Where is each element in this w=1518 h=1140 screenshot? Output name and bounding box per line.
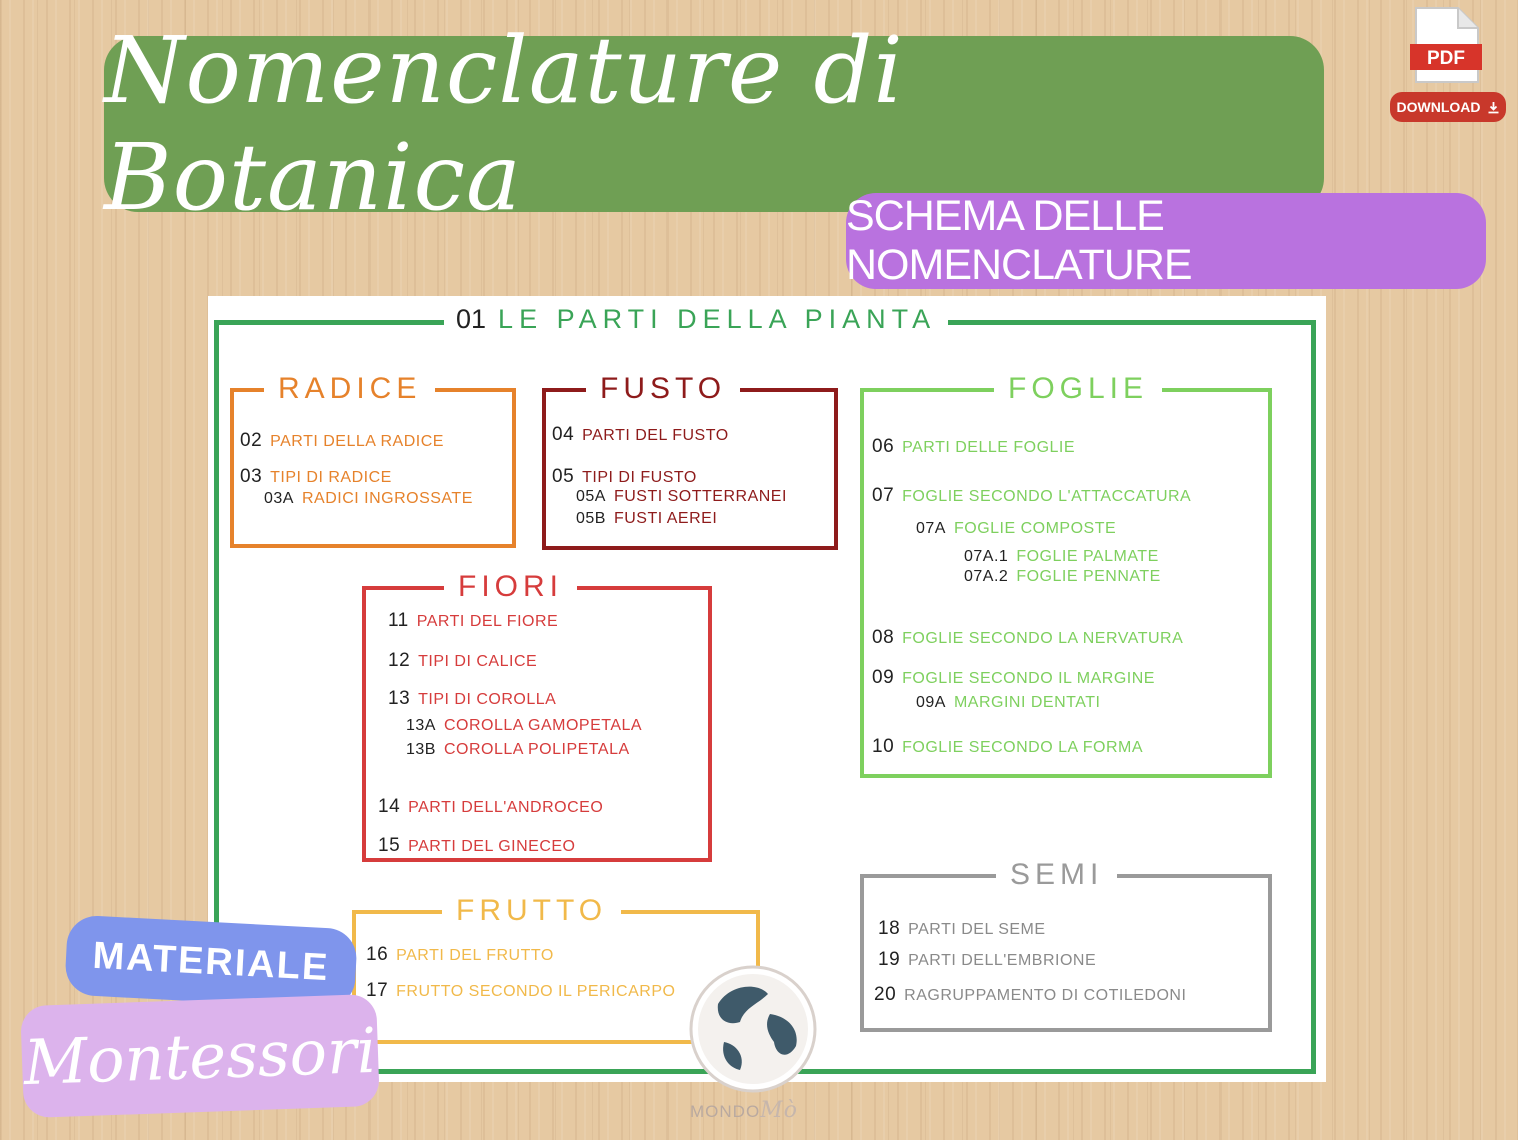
section-fiori-title: FIORI xyxy=(444,570,577,604)
logo-text-a: MONDO xyxy=(690,1102,761,1121)
list-item: 03A RADICI INGROSSATE xyxy=(264,490,473,507)
list-item: 02 PARTI DELLA RADICE xyxy=(240,430,444,451)
logo-text xyxy=(690,1098,830,1123)
main-title xyxy=(444,304,948,335)
section-fusto-title: FUSTO xyxy=(586,372,740,406)
section-radice-title: RADICE xyxy=(264,372,435,406)
pdf-label: PDF xyxy=(1427,48,1465,69)
section-frutto-title: FRUTTO xyxy=(442,894,621,928)
badge-montessori xyxy=(20,994,380,1118)
badge-montessori-label: Montessori xyxy=(22,1013,378,1099)
list-item: 13B COROLLA POLIPETALA xyxy=(406,741,630,758)
list-item: 16 PARTI DEL FRUTTO xyxy=(366,944,554,965)
list-item: 03 TIPI DI RADICE xyxy=(240,466,392,487)
list-item: 12 TIPI DI CALICE xyxy=(388,650,538,671)
list-item: 07 FOGLIE SECONDO L'ATTACCATURA xyxy=(872,485,1192,506)
list-item: 05A FUSTI SOTTERRANEI xyxy=(576,488,787,505)
list-item: 05 TIPI DI FUSTO xyxy=(552,466,697,487)
title-banner xyxy=(104,17,1324,231)
list-item: 13A COROLLA GAMOPETALA xyxy=(406,717,643,734)
badge-materiale-label: MATERIALE xyxy=(91,934,331,989)
list-item: 07A.1 FOGLIE PALMATE xyxy=(964,548,1159,565)
section-fiori xyxy=(362,570,712,862)
section-semi-title: SEMI xyxy=(996,858,1117,892)
section-radice xyxy=(230,372,516,548)
list-item: 14 PARTI DELL'ANDROCEO xyxy=(378,796,604,817)
list-item: 18 PARTI DEL SEME xyxy=(878,918,1046,939)
subtitle: SCHEMA DELLE NOMENCLATURE xyxy=(846,192,1192,289)
list-item: 09A MARGINI DENTATI xyxy=(916,694,1101,711)
page-title: Nomenclature di Botanica xyxy=(104,17,904,231)
section-semi xyxy=(860,858,1272,1032)
list-item: 15 PARTI DEL GINECEO xyxy=(378,835,576,856)
list-item: 11 PARTI DEL FIORE xyxy=(388,610,559,631)
list-item: 19 PARTI DELL'EMBRIONE xyxy=(878,949,1097,970)
section-foglie xyxy=(860,372,1272,778)
download-label: DOWNLOAD xyxy=(1396,99,1481,115)
section-foglie-title: FOGLIE xyxy=(994,372,1162,406)
list-item: 09 FOGLIE SECONDO IL MARGINE xyxy=(872,667,1155,688)
list-item: 07A.2 FOGLIE PENNATE xyxy=(964,568,1161,585)
subtitle-pill xyxy=(846,193,1486,289)
list-item: 06 PARTI DELLE FOGLIE xyxy=(872,436,1076,457)
globe-logo-icon xyxy=(688,964,818,1094)
main-title-label: LE PARTI DELLA PIANTA xyxy=(498,304,937,334)
download-button[interactable] xyxy=(1390,92,1506,122)
list-item: 05B FUSTI AEREI xyxy=(576,510,718,527)
list-item: 10 FOGLIE SECONDO LA FORMA xyxy=(872,736,1144,757)
list-item: 04 PARTI DEL FUSTO xyxy=(552,424,729,445)
logo-text-b: Mò xyxy=(760,1098,798,1123)
list-item: 08 FOGLIE SECONDO LA NERVATURA xyxy=(872,627,1184,648)
pdf-file-icon[interactable] xyxy=(1410,6,1482,86)
download-icon xyxy=(1487,101,1500,114)
section-fusto xyxy=(542,372,838,550)
list-item: 07A FOGLIE COMPOSTE xyxy=(916,520,1117,537)
main-title-number: 01 xyxy=(456,304,487,334)
list-item: 17 FRUTTO SECONDO IL PERICARPO xyxy=(366,980,676,1001)
list-item: 20 RAGRUPPAMENTO DI COTILEDONI xyxy=(874,984,1187,1005)
list-item: 13 TIPI DI COROLLA xyxy=(388,688,557,709)
